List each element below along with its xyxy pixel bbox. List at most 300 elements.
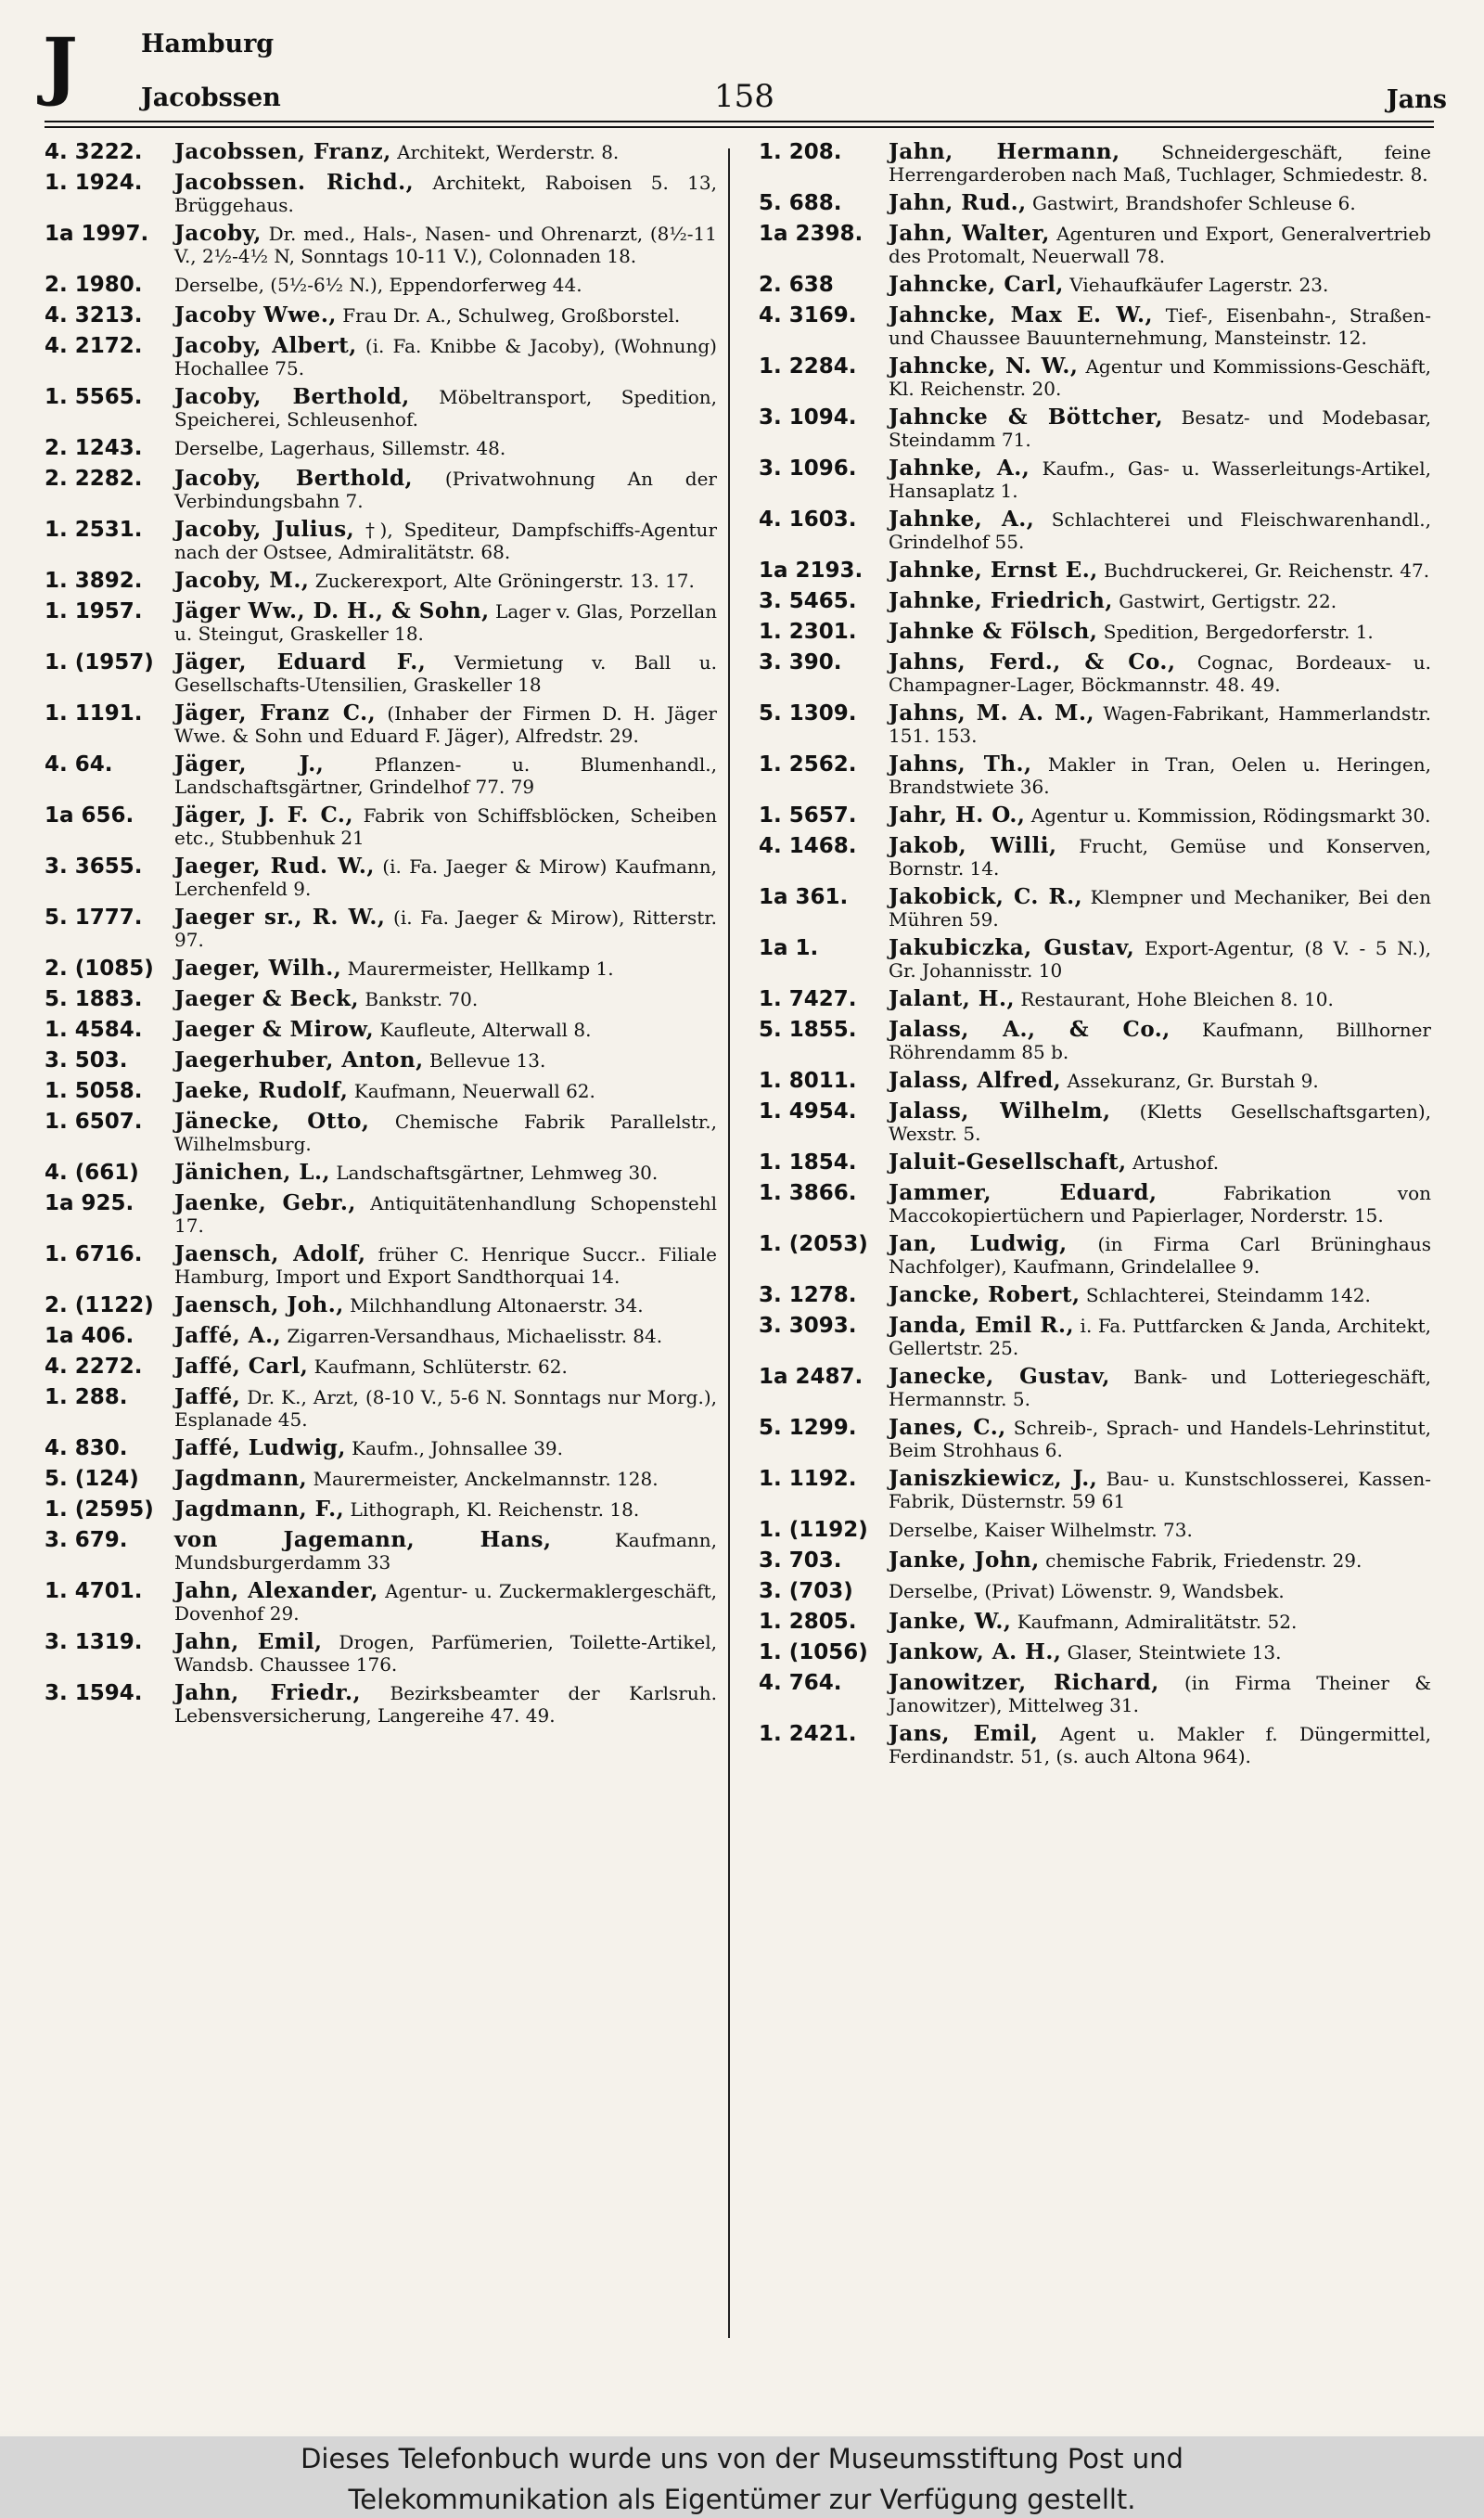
- subscriber-name: Jacoby,: [174, 221, 262, 246]
- subscriber-details: (i. Fa. Jaeger & Mirow), Ritterstr. 97.: [174, 906, 717, 951]
- directory-entry: [45, 1578, 717, 1625]
- entry-text: [174, 1019, 717, 1041]
- subscriber-details: Bank- und Lotteriegeschäft, Hermannstr. 5.: [889, 1366, 1431, 1410]
- phone-number: 5. (124): [45, 1467, 139, 1491]
- subscriber-name: Jacobssen, Franz,: [174, 139, 391, 164]
- directory-entry: [45, 1017, 717, 1043]
- directory-entry: [45, 302, 717, 328]
- subscriber-details: Vermietung v. Ball u. Gesellschafts-Utensilien, Graskeller 18: [174, 651, 717, 696]
- subscriber-details: Pflanzen- u. Blumenhandl., Landschaftsgärtner, Grindelhof 77. 79: [174, 753, 717, 798]
- entry-text: [889, 508, 1431, 553]
- subscriber-details: Wagen-Fabrikant, Hammerlandstr. 151. 153.: [889, 702, 1431, 747]
- phone-number: 1. 2531.: [45, 518, 143, 542]
- entry-text: [889, 1519, 1431, 1541]
- subscriber-name: Jahnke, Friedrich,: [889, 588, 1113, 613]
- phone-number: 1. 5058.: [45, 1079, 143, 1103]
- subscriber-details: Derselbe, Lagerhaus, Sillemstr. 48.: [174, 437, 506, 459]
- entry-text: [174, 1111, 717, 1155]
- phone-number: 1. 4584.: [45, 1018, 143, 1042]
- subscriber-name: Jakubiczka, Gustav,: [889, 935, 1135, 960]
- entry-text: [889, 1468, 1431, 1512]
- entry-text: [889, 1315, 1431, 1359]
- subscriber-name: Jacoby, Julius,: [174, 517, 355, 542]
- phone-number: 4. 764.: [759, 1671, 842, 1695]
- subscriber-name: Jahncke, Max E. W.,: [889, 302, 1154, 328]
- directory-entry: [45, 854, 717, 900]
- subscriber-details: Fabrikation von Maccokopiertüchern und Papierlager, Norderstr. 15.: [889, 1182, 1431, 1227]
- directory-entry: [759, 1517, 1431, 1543]
- phone-number: 1a 2193.: [759, 559, 864, 583]
- subscriber-details: Spedition, Bergedorferstr. 1.: [1097, 621, 1374, 643]
- directory-entry: [45, 1323, 717, 1349]
- directory-entry: [45, 956, 717, 982]
- city-name: Hamburg: [141, 30, 275, 58]
- subscriber-details: Kaufm., Johnsallee 39.: [345, 1437, 564, 1459]
- entry-text: [889, 1672, 1431, 1716]
- subscriber-details: Lager v. Glas, Porzellan u. Steingut, Graskeller 18.: [174, 600, 717, 645]
- subscriber-details: Kaufmann, Billhorner Röhrendamm 85 b.: [889, 1019, 1431, 1063]
- phone-number: 1. 288.: [45, 1385, 128, 1409]
- subscriber-details: Tief-, Eisenbahn-, Straßen- und Chaussee Bauunternehmung, Mansteinstr. 12.: [889, 304, 1431, 349]
- subscriber-details: Artushof.: [1126, 1151, 1220, 1174]
- entry-text: [174, 1243, 717, 1288]
- entry-text: [174, 1468, 717, 1490]
- subscriber-details: Dr. med., Hals-, Nasen- und Ohrenarzt, (8½-11 V., 2½-4½ N, Sonntags 10-11 V.), Colonnaden 18.: [174, 223, 717, 267]
- column-divider: [728, 148, 730, 2338]
- entry-text: [889, 651, 1431, 696]
- directory-entry: [759, 1098, 1431, 1145]
- directory-entry: [759, 935, 1431, 982]
- phone-number: 1. 4954.: [759, 1099, 857, 1124]
- page-number: 158: [714, 78, 774, 115]
- phone-number: 1. 3866.: [759, 1181, 857, 1205]
- entry-text: [174, 274, 717, 296]
- subscriber-name: Jankow, A. H.,: [889, 1639, 1062, 1664]
- subscriber-name: Jacoby, Berthold,: [174, 466, 414, 491]
- phone-number: 1. 1192.: [759, 1467, 857, 1491]
- phone-number: 1. 2421.: [759, 1722, 857, 1746]
- entry-text: [174, 1386, 717, 1431]
- phone-number: 2. (1085): [45, 957, 154, 981]
- directory-entry: [45, 1466, 717, 1492]
- subscriber-name: Janowitzer, Richard,: [889, 1670, 1159, 1695]
- phone-number: 1. 6507.: [45, 1110, 143, 1134]
- entry-text: [174, 988, 717, 1010]
- subscriber-name: Jahns, Ferd., & Co.,: [889, 649, 1176, 674]
- directory-entry: [759, 619, 1431, 645]
- entry-text: [174, 335, 717, 379]
- subscriber-details: Schlachterei und Fleischwarenhandl., Grindelhof 55.: [889, 508, 1431, 553]
- subscriber-name: Jahnke, A.,: [889, 507, 1035, 532]
- entry-text: [889, 1070, 1431, 1092]
- subscriber-name: Jacoby, Albert,: [174, 333, 357, 358]
- entry-text: [889, 1580, 1431, 1602]
- subscriber-name: Jagdmann, F.,: [174, 1497, 345, 1522]
- subscriber-name: Jahnke & Fölsch,: [889, 619, 1098, 644]
- subscriber-details: Agenturen und Export, Generalvertrieb des Protomalt, Neuerwall 78.: [889, 223, 1431, 267]
- entry-text: [174, 1162, 717, 1184]
- subscriber-name: Jahnke, A.,: [889, 456, 1030, 481]
- subscriber-details: Restaurant, Hohe Bleichen 8. 10.: [1015, 988, 1334, 1010]
- subscriber-details: Cognac, Bordeaux- u. Champagner-Lager, Böckmannstr. 48. 49.: [889, 651, 1431, 696]
- phone-number: 1. (1056): [759, 1640, 868, 1664]
- phone-number: 3. 3655.: [45, 854, 143, 879]
- directory-entry: [759, 272, 1431, 298]
- subscriber-details: Architekt, Raboisen 5. 13, Brüggehaus.: [174, 172, 717, 216]
- subscriber-name: Jahnke, Ernst E.,: [889, 558, 1098, 583]
- entry-text: [889, 1641, 1431, 1664]
- subscriber-name: Jäger, Franz C.,: [174, 700, 377, 726]
- phone-number: 1. 1957.: [45, 599, 143, 623]
- subscriber-name: Jacoby Wwe.,: [174, 302, 337, 328]
- entry-text: [889, 1417, 1431, 1461]
- subscriber-name: Jalass, A., & Co.,: [889, 1017, 1171, 1042]
- left-column: [45, 139, 717, 2347]
- phone-number: 1a 361.: [759, 885, 849, 909]
- subscriber-name: Jaeger & Mirow,: [174, 1017, 375, 1042]
- subscriber-details: (Kletts Gesellschaftsgarten), Wexstr. 5.: [889, 1100, 1431, 1145]
- phone-number: 1a 2398.: [759, 222, 864, 246]
- directory-entry: [45, 1292, 717, 1318]
- entry-text: [889, 835, 1431, 880]
- subscriber-name: Jaeger sr., R. W.,: [174, 905, 386, 930]
- phone-number: 3. 1594.: [45, 1681, 143, 1705]
- directory-entry: [759, 986, 1431, 1012]
- subscriber-name: Janke, W.,: [889, 1609, 1012, 1634]
- subscriber-name: Jaffé, A.,: [174, 1323, 282, 1348]
- subscriber-details: früher C. Henrique Succr.. Filiale Hamburg, Import und Export Sandthorquai 14.: [174, 1243, 717, 1288]
- directory-entry: [759, 1548, 1431, 1574]
- entry-text: [889, 406, 1431, 451]
- directory-entry: [45, 1629, 717, 1676]
- phone-number: 1. 2805.: [759, 1610, 857, 1634]
- phone-number: 1. 2284.: [759, 354, 857, 379]
- phone-number: 3. 390.: [759, 650, 842, 674]
- directory-entry: [759, 1639, 1431, 1665]
- subscriber-name: Jaensch, Adolf,: [174, 1241, 366, 1266]
- phone-number: 5. 1777.: [45, 906, 143, 930]
- subscriber-details: Kaufleute, Alterwall 8.: [374, 1019, 592, 1041]
- subscriber-details: Schneidergeschäft, feine Herrengarderoben nach Maß, Tuchlager, Schmiedestr. 8.: [889, 141, 1431, 186]
- entry-text: [174, 468, 717, 512]
- subscriber-name: Janke, John,: [889, 1548, 1040, 1573]
- entry-text: [174, 753, 717, 798]
- directory-entry: [45, 1109, 717, 1155]
- directory-entry: [45, 1354, 717, 1380]
- subscriber-details: Agentur u. Kommission, Rödingsmarkt 30.: [1025, 804, 1431, 827]
- entry-text: [174, 1192, 717, 1237]
- directory-entry: [759, 884, 1431, 931]
- subscriber-name: Jäger, J.,: [174, 752, 325, 777]
- subscriber-details: (i. Fa. Knibbe & Jacoby), (Wohnung) Hochallee 75.: [174, 335, 717, 379]
- subscriber-name: Jaeger & Beck,: [174, 986, 360, 1011]
- subscriber-name: Jaeke, Rudolf,: [174, 1078, 349, 1103]
- directory-entry: [759, 833, 1431, 880]
- entry-text: [174, 702, 717, 747]
- directory-entry: [759, 1231, 1431, 1278]
- entry-text: [889, 937, 1431, 982]
- subscriber-details: (Privatwohnung An der Verbindungsbahn 7.: [174, 468, 717, 512]
- directory-entry: [759, 752, 1431, 798]
- entry-text: [174, 1325, 717, 1347]
- subscriber-name: Jaegerhuber, Anton,: [174, 1047, 424, 1073]
- directory-entry: [759, 1017, 1431, 1063]
- entry-text: [889, 141, 1431, 186]
- subscriber-name: von Jagemann, Hans,: [174, 1527, 552, 1552]
- directory-entry: [759, 302, 1431, 349]
- subscriber-name: Jancke, Robert,: [889, 1282, 1081, 1307]
- phone-number: 5. 1299.: [759, 1416, 857, 1440]
- phone-number: 5. 688.: [759, 191, 842, 215]
- directory-entry: [45, 598, 717, 645]
- entry-text: [889, 1549, 1431, 1572]
- last-entry-name: Jans: [1386, 85, 1447, 114]
- subscriber-details: Agent u. Makler f. Düngermittel, Ferdinandstr. 51, (s. auch Altona 964).: [889, 1723, 1431, 1767]
- subscriber-details: Frucht, Gemüse und Konserven, Bornstr. 14.: [889, 835, 1431, 880]
- directory-entry: [759, 1609, 1431, 1635]
- subscriber-name: Jahns, Th.,: [889, 752, 1032, 777]
- header-rule: [45, 121, 1434, 122]
- entry-text: [889, 1284, 1431, 1306]
- directory-entry: [45, 568, 717, 594]
- directory-entry: [45, 1047, 717, 1073]
- first-entry-name: Jacobssen: [141, 84, 281, 112]
- directory-entry: [45, 700, 717, 747]
- directory-entry: [45, 1527, 717, 1574]
- subscriber-name: Jahn, Hermann,: [889, 139, 1120, 164]
- directory-entry: [45, 1241, 717, 1288]
- phone-number: 1a 406.: [45, 1324, 134, 1348]
- phone-number: 1. (1192): [759, 1518, 868, 1542]
- phone-number: 1a 1997.: [45, 222, 149, 246]
- subscriber-details: Kaufmann, Neuerwall 62.: [348, 1080, 595, 1102]
- entry-text: [174, 855, 717, 900]
- directory-entry: [759, 353, 1431, 400]
- subscriber-name: Jan, Ludwig,: [889, 1231, 1068, 1256]
- phone-number: 1. 1924.: [45, 171, 143, 195]
- footer-line: Telekommunikation als Eigentümer zur Verfügung gestellt.: [348, 2484, 1136, 2515]
- entry-text: [889, 621, 1431, 643]
- subscriber-details: Frau Dr. A., Schulweg, Großborstel.: [336, 304, 681, 327]
- phone-number: 2. 2282.: [45, 467, 143, 491]
- subscriber-name: Jahncke, N. W.,: [889, 353, 1079, 379]
- directory-entry: [45, 1384, 717, 1431]
- phone-number: 3. 1096.: [759, 456, 857, 481]
- phone-number: 1a 2487.: [759, 1365, 864, 1389]
- phone-number: 1a 1.: [759, 936, 819, 960]
- directory-entry: [759, 456, 1431, 502]
- phone-number: 5. 1855.: [759, 1018, 857, 1042]
- subscriber-name: Jahn, Alexander,: [174, 1578, 378, 1603]
- entry-text: [889, 590, 1431, 612]
- directory-entry: [759, 649, 1431, 696]
- subscriber-name: Janiszkiewicz, J.,: [889, 1466, 1098, 1491]
- entry-text: [889, 355, 1431, 400]
- phone-number: 4. 3169.: [759, 303, 857, 328]
- subscriber-name: Jaeger, Rud. W.,: [174, 854, 375, 879]
- subscriber-details: Zigarren-Versandhaus, Michaelisstr. 84.: [281, 1325, 663, 1347]
- entry-text: [174, 141, 717, 163]
- directory-entry: [759, 221, 1431, 267]
- phone-number: 4. 830.: [45, 1436, 128, 1460]
- entry-text: [174, 570, 717, 592]
- entry-text: [174, 437, 717, 459]
- phone-number: 1. 2301.: [759, 620, 857, 644]
- directory-entry: [759, 558, 1431, 584]
- entry-text: [889, 1366, 1431, 1410]
- directory-entry: [759, 1068, 1431, 1094]
- entry-text: [174, 1529, 717, 1574]
- subscriber-name: Jacoby, Berthold,: [174, 384, 410, 409]
- phone-number: 2. 638: [759, 273, 834, 297]
- entry-text: [889, 988, 1431, 1010]
- phone-number: 2. 1980.: [45, 273, 143, 297]
- subscriber-name: Jänecke, Otto,: [174, 1109, 370, 1134]
- phone-number: 1. (2053): [759, 1232, 868, 1256]
- subscriber-name: Jahn, Walter,: [889, 221, 1050, 246]
- directory-entry: [45, 221, 717, 267]
- subscriber-details: Landschaftsgärtner, Lehmweg 30.: [330, 1162, 659, 1184]
- subscriber-name: Jakob, Willi,: [889, 833, 1057, 858]
- directory-entry: [759, 588, 1431, 614]
- directory-entry: [45, 986, 717, 1012]
- subscriber-name: Janes, C.,: [889, 1415, 1006, 1440]
- subscriber-details: Möbeltransport, Spedition, Speicherei, Schleusenhof.: [174, 386, 717, 430]
- footer-banner: [0, 2436, 1484, 2518]
- subscriber-details: Agentur- u. Zuckermaklergeschäft, Dovenhof 29.: [174, 1580, 717, 1625]
- right-column: [759, 139, 1431, 2347]
- directory-entry: [45, 1190, 717, 1237]
- subscriber-details: Dr. K., Arzt, (8-10 V., 5-6 N. Sonntags nur Morg.), Esplanade 45.: [174, 1386, 717, 1431]
- subscriber-name: Janda, Emil R.,: [889, 1313, 1074, 1338]
- directory-entry: [759, 1150, 1431, 1175]
- subscriber-details: Assekuranz, Gr. Burstah 9.: [1061, 1070, 1319, 1092]
- subscriber-name: Jaeger, Wilh.,: [174, 956, 342, 981]
- entry-text: [889, 753, 1431, 798]
- subscriber-name: Jahncke, Carl,: [889, 272, 1064, 297]
- directory-entry: [759, 405, 1431, 451]
- directory-entry: [759, 803, 1431, 829]
- entry-text: [889, 192, 1431, 214]
- subscriber-details: Agentur und Kommissions-Geschäft, Kl. Reichenstr. 20.: [889, 355, 1431, 400]
- subscriber-name: Jänichen, L.,: [174, 1160, 331, 1185]
- subscriber-details: Maurermeister, Anckelmannstr. 128.: [307, 1468, 659, 1490]
- phone-number: 3. 5465.: [759, 589, 857, 613]
- directory-entry: [45, 139, 717, 165]
- subscriber-details: Fabrik von Schiffsblöcken, Scheiben etc., Stubbenhuk 21: [174, 804, 717, 849]
- subscriber-details: (Inhaber der Firmen D. H. Jäger Wwe. & Sohn und Eduard F. Jäger), Alfredstr. 29.: [174, 702, 717, 747]
- subscriber-name: Jaenke, Gebr.,: [174, 1190, 356, 1215]
- subscriber-details: Derselbe, Kaiser Wilhelmstr. 73.: [889, 1519, 1193, 1541]
- directory-entry: [45, 1680, 717, 1727]
- entry-text: [889, 1019, 1431, 1063]
- phone-number: 1. 8011.: [759, 1069, 857, 1093]
- entry-text: [174, 172, 717, 216]
- page-header: [37, 19, 1447, 119]
- phone-number: 1a 925.: [45, 1191, 134, 1215]
- phone-number: 4. 1603.: [759, 507, 857, 532]
- entry-text: [889, 804, 1431, 827]
- directory-entry: [45, 170, 717, 216]
- subscriber-details: Derselbe, (5½-6½ N.), Eppendorferweg 44.: [174, 274, 582, 296]
- phone-number: 4. (661): [45, 1161, 139, 1185]
- directory-entry: [45, 1078, 717, 1104]
- directory-entry: [45, 333, 717, 379]
- subscriber-details: i. Fa. Puttfarcken & Janda, Architekt, Gellertstr. 25.: [889, 1315, 1431, 1359]
- subscriber-details: Drogen, Parfümerien, Toilette-Artikel, Wandsb. Chaussee 176.: [174, 1631, 717, 1676]
- entry-text: [889, 1233, 1431, 1278]
- subscriber-details: †), Spediteur, Dampfschiffs-Agentur nach der Ostsee, Admiralitätstr. 68.: [174, 519, 717, 563]
- subscriber-name: Jahr, H. O.,: [889, 803, 1026, 828]
- phone-number: 1. 5565.: [45, 385, 143, 409]
- subscriber-name: Jahncke & Böttcher,: [889, 405, 1164, 430]
- subscriber-name: Jaluit-Gesellschaft,: [889, 1150, 1127, 1175]
- phone-number: 5. 1309.: [759, 701, 857, 726]
- entry-text: [174, 1631, 717, 1676]
- subscriber-name: Jaffé, Ludwig,: [174, 1435, 346, 1460]
- subscriber-details: Makler in Tran, Oelen u. Heringen, Brandstwiete 36.: [889, 753, 1431, 798]
- subscriber-details: Bellevue 13.: [423, 1049, 546, 1072]
- subscriber-details: Kaufmann, Mundsburgerdamm 33: [174, 1529, 717, 1574]
- subscriber-details: Schlachterei, Steindamm 142.: [1080, 1284, 1371, 1306]
- subscriber-details: (in Firma Carl Brüninghaus Nachfolger), Kaufmann, Grindelallee 9.: [889, 1233, 1431, 1278]
- subscriber-name: Jäger, Eduard F.,: [174, 649, 427, 674]
- entry-text: [889, 1151, 1431, 1174]
- directory-entry: [45, 905, 717, 951]
- subscriber-name: Jahn, Rud.,: [889, 190, 1027, 215]
- subscriber-details: Besatz- und Modebasar, Steindamm 71.: [889, 406, 1431, 451]
- subscriber-details: chemische Fabrik, Friedenstr. 29.: [1039, 1549, 1362, 1572]
- entry-text: [889, 274, 1431, 296]
- subscriber-name: Jalass, Wilhelm,: [889, 1098, 1111, 1124]
- phone-number: 1. 4701.: [45, 1579, 143, 1603]
- subscriber-details: Klempner und Mechaniker, Bei den Mühren 59.: [889, 886, 1431, 931]
- directory-entry: [45, 1160, 717, 1186]
- phone-number: 4. 64.: [45, 752, 113, 777]
- section-letter: J: [43, 21, 78, 109]
- subscriber-details: Lithograph, Kl. Reichenstr. 18.: [344, 1498, 640, 1521]
- phone-number: 3. 503.: [45, 1048, 128, 1073]
- subscriber-name: Jacobssen. Richd.,: [174, 170, 415, 195]
- subscriber-name: Janecke, Gustav,: [889, 1364, 1110, 1389]
- directory-entry: [759, 1364, 1431, 1410]
- phone-number: 1. (2595): [45, 1497, 154, 1522]
- entry-text: [174, 1437, 717, 1459]
- phone-number: 2. (1122): [45, 1293, 154, 1317]
- directory-entry: [45, 466, 717, 512]
- subscriber-details: Gastwirt, Gertigstr. 22.: [1112, 590, 1337, 612]
- subscriber-name: Jaensch, Joh.,: [174, 1292, 344, 1317]
- entry-text: [889, 457, 1431, 502]
- entry-text: [889, 1723, 1431, 1767]
- directory-entry: [45, 649, 717, 696]
- directory-entry: [45, 517, 717, 563]
- phone-number: 1. 7427.: [759, 987, 857, 1011]
- subscriber-details: Chemische Fabrik Parallelstr., Wilhelmsburg.: [174, 1111, 717, 1155]
- entry-text: [174, 1580, 717, 1625]
- entry-text: [889, 304, 1431, 349]
- entry-text: [174, 1355, 717, 1378]
- entry-text: [174, 1049, 717, 1072]
- subscriber-details: Architekt, Werderstr. 8.: [390, 141, 620, 163]
- header-rule: [45, 126, 1434, 128]
- phone-number: 3. 1278.: [759, 1283, 857, 1307]
- subscriber-details: Zuckerexport, Alte Gröningerstr. 13. 17.: [309, 570, 695, 592]
- phone-number: 3. 679.: [45, 1528, 128, 1552]
- entry-text: [174, 223, 717, 267]
- directory-entry: [759, 1466, 1431, 1512]
- entry-text: [174, 386, 717, 430]
